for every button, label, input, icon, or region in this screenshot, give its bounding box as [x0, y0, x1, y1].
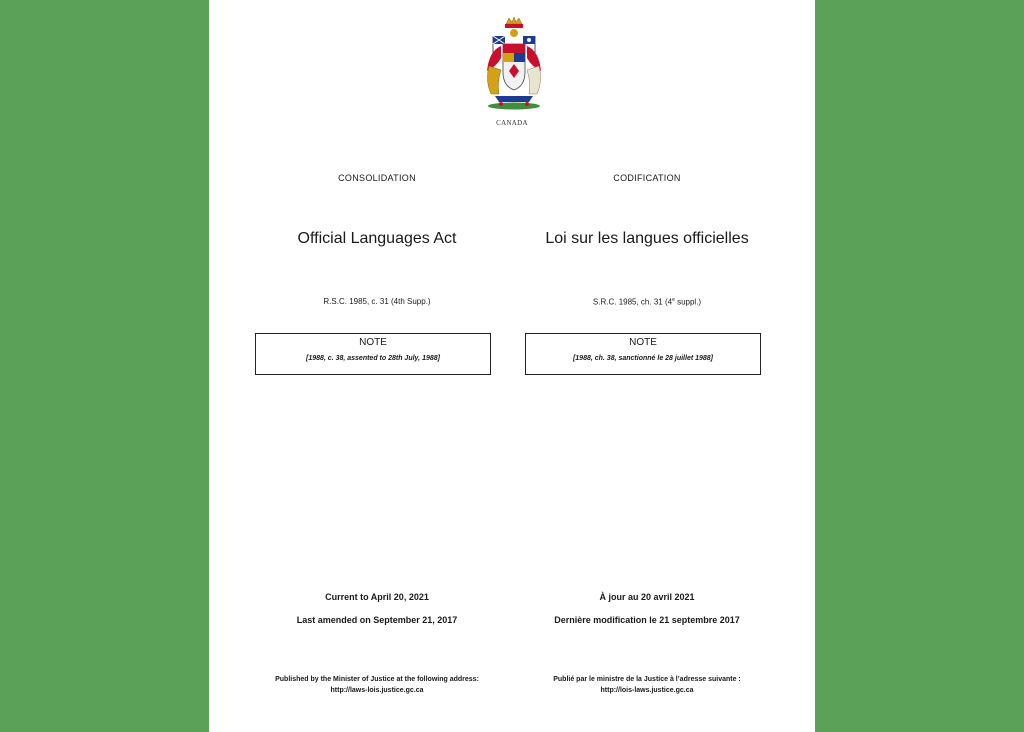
- french-current-date: À jour au 20 avril 2021: [599, 592, 695, 602]
- english-note-box: [255, 333, 491, 375]
- french-title: Loi sur les langues officielles: [545, 230, 749, 247]
- french-note-text: [1988, ch. 38, sanctionné le 28 juillet 1988]: [572, 355, 714, 362]
- french-kicker: CODIFICATION: [613, 173, 681, 183]
- french-publisher: Publié par le ministre de la Justice à l’adresse suivante :: [553, 676, 741, 683]
- english-kicker: CONSOLIDATION: [338, 173, 416, 183]
- french-citation: S.R.C. 1985, ch. 31 (4e suppl.): [592, 297, 702, 307]
- document-page: [209, 0, 815, 732]
- english-current-date: Current to April 20, 2021: [325, 592, 429, 602]
- french-note-heading: NOTE: [629, 337, 657, 348]
- english-note-heading: NOTE: [359, 337, 387, 348]
- english-title: Official Languages Act: [297, 230, 457, 247]
- country-label: CANADA: [496, 119, 528, 127]
- coat-of-arms-icon: [479, 16, 549, 110]
- english-last-amended: Last amended on September 21, 2017: [296, 615, 458, 625]
- french-last-amended: Dernière modification le 21 septembre 2017: [554, 615, 740, 625]
- french-url-link[interactable]: http://lois-laws.justice.gc.ca: [600, 687, 694, 694]
- french-note-box: [525, 333, 761, 375]
- english-citation: R.S.C. 1985, c. 31 (4th Supp.): [323, 297, 431, 306]
- english-publisher: Published by the Minister of Justice at the following address:: [275, 676, 479, 683]
- english-note-text: [1988, c. 38, assented to 28th July, 1988]: [306, 355, 440, 362]
- english-url-link[interactable]: http://laws-lois.justice.gc.ca: [330, 687, 424, 694]
